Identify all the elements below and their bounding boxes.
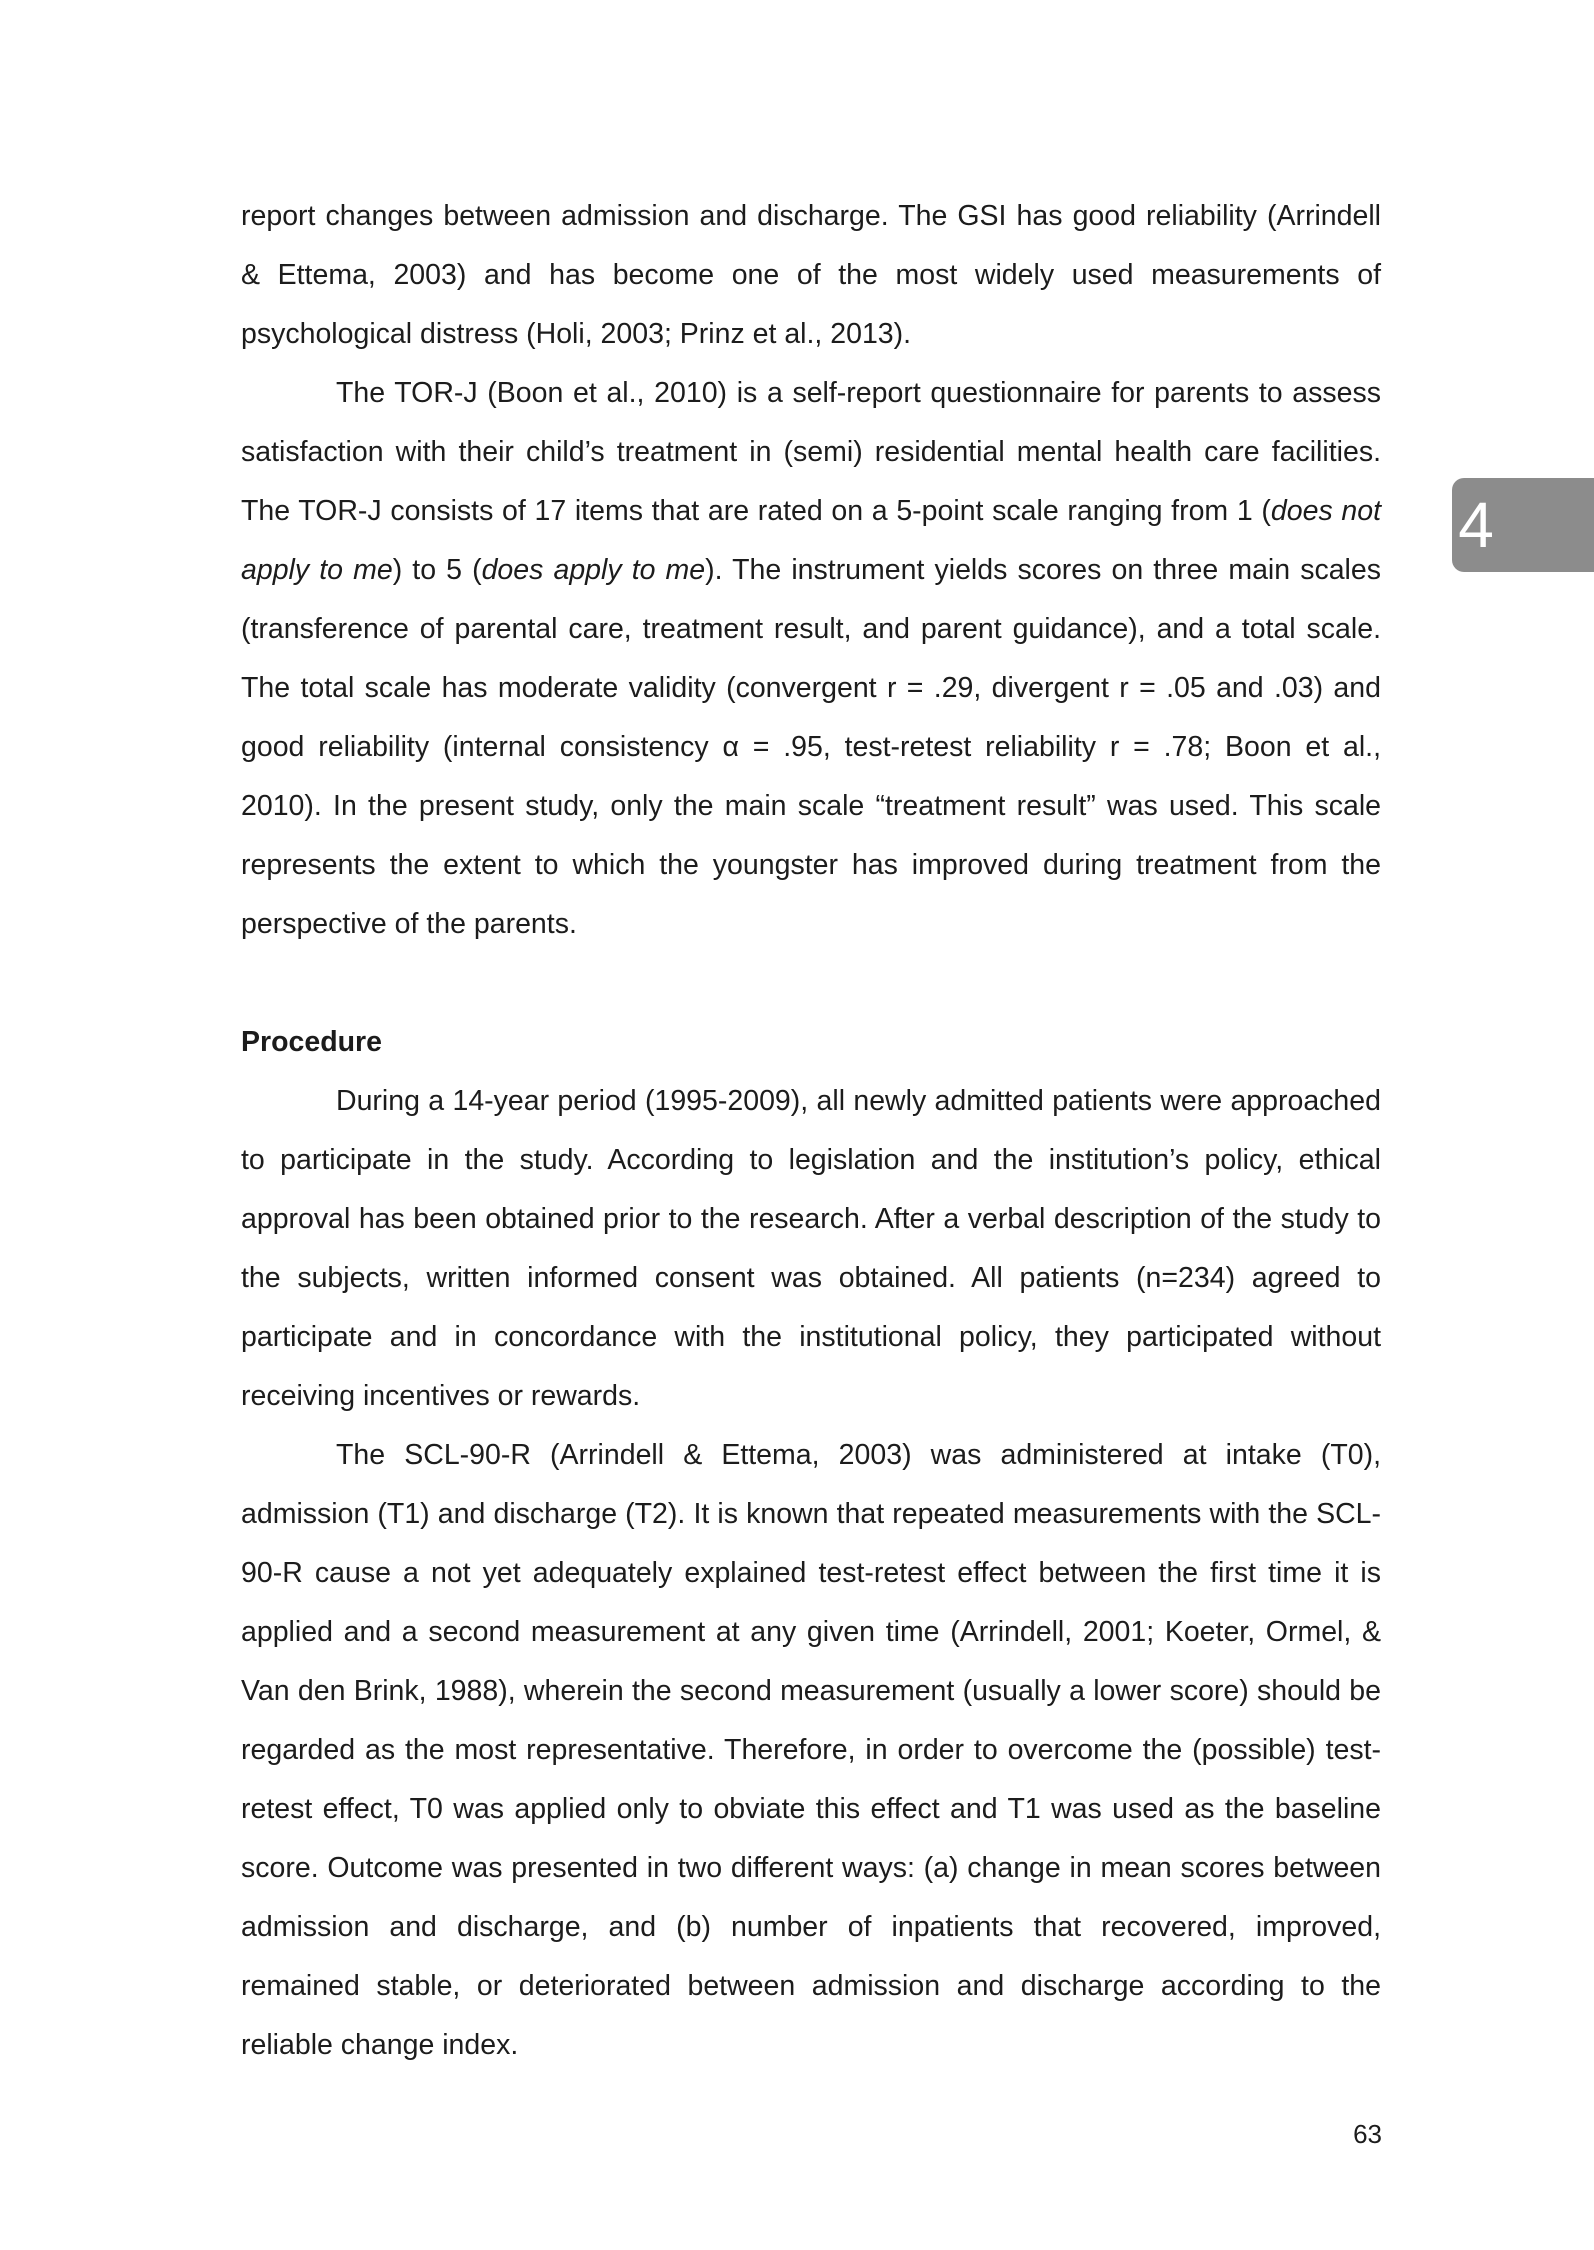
paragraph-tor-j-text-3: ). The instrument yields scores on three main scales (transference of parental care, treatment result, and parent guidance), and a total scale. The total scale has moderate validity (convergent r = .29, divergent r = .05 and .03) and good reliability (internal consistency α = .95, test-retest reliability r = .78; Boon et al., 2010). In the present study, only the main scale “treatment result” was used. This scale represents the extent to which the youngster has improved during treatment from the perspective of the parents. [241,554,1381,940]
paragraph-scl-90-r: The SCL-90-R (Arrindell & Ettema, 2003) was administered at intake (T0), admission (T1) and discharge (T2). It is known that repeated measurements with the SCL-90-R cause a not yet adequately explained test-retest effect between the first time it is applied and a second measurement at any given time (Arrindell, 2001; Koeter, Ormel, & Van den Brink, 1988), wherein the second measurement (usually a lower score) should be regarded as the most representative. Therefore, in order to overcome the (possible) test-retest effect, T0 was applied only to obviate this effect and T1 was used as the baseline score. Outcome was presented in two different ways: (a) change in mean scores between admission and discharge, and (b) number of inpatients that recovered, improved, remained stable, or deteriorated between admission and discharge according to the reliable change index. [241,1439,1381,2061]
paragraph-gsi-reliability: report changes between admission and discharge. The GSI has good reliability (Arrindell & Ettema, 2003) and has become one of the most widely used measurements of psychological distress (Holi, 2003; Prinz et al., 2013). [241,200,1381,350]
italic-does-apply: does apply to me [481,554,706,586]
chapter-tab [1452,478,1594,572]
paragraph-tor-j-text-2: ) to 5 ( [392,554,482,586]
section-heading-procedure: Procedure [241,1026,382,1058]
paragraph-study-period: During a 14-year period (1995-2009), all newly admitted patients were approached to participate in the study. According to legislation and the institution’s policy, ethical approval has been obtained prior to the research. After a verbal description of the study to the subjects, written informed consent was obtained. All patients (n=234) agreed to participate and in concordance with the institutional policy, they participated without receiving incentives or rewards. [241,1085,1381,1412]
paragraph-tor-j [241,364,1381,954]
italic-does-not-apply: does not apply to me [241,495,1382,586]
section-gap [241,954,1381,1013]
body-text [241,187,1381,2075]
page-number: 63 [1353,2119,1382,2149]
paragraph-tor-j-text-1: The TOR-J (Boon et al., 2010) is a self-report questionnaire for parents to assess satisfaction with their child’s treatment in (semi) residential mental health care facilities. The TOR-J consists of 17 items that are rated on a 5-point scale ranging from 1 ( [241,377,1381,527]
chapter-number: 4 [1458,489,1494,561]
